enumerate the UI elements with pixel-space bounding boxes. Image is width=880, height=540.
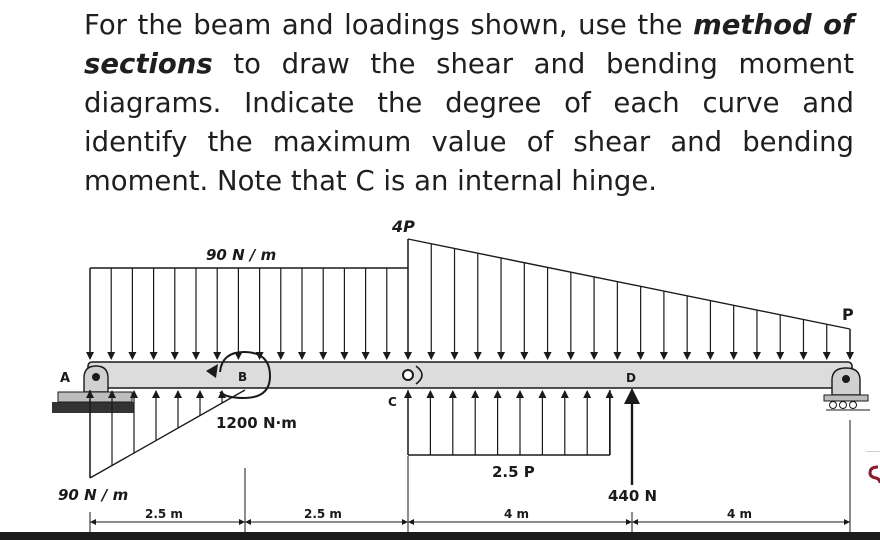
top-uniform-load-arrows [90,268,387,359]
label-right-end-load: P [842,305,854,324]
bottom-uniform-load-arrows [408,391,610,455]
problem-line-5: moment. Note that C is an internal hinge. [84,165,657,197]
problem-line-4: identify the maximum value of shear and bending [84,126,854,158]
problem-text-prefix: For the beam and loadings shown, use the [84,9,683,41]
point-label-c: C [388,395,397,409]
top-uniform-load [90,268,408,356]
logo-fragment [866,447,880,487]
label-top-uniform-load: 90 N / m [206,246,277,264]
label-bottom-triangular-load: 90 N / m [58,486,129,504]
point-label-b: B [238,370,248,384]
point-load-d [624,388,640,485]
point-label-d: D [626,371,636,385]
label-moment: 1200 N·m [216,414,297,432]
problem-text-mid: to draw the shear and bending moment [233,48,854,80]
dimension-label-2: 2.5 m [304,507,342,521]
problem-emphasis-method: method of [693,9,854,41]
bottom-uniform-load [408,390,610,455]
top-triangular-load [408,239,850,356]
problem-emphasis-sections: sections [84,48,213,80]
dimension-label-3: 4 m [504,507,530,521]
label-upward-load: 2.5 P [492,463,535,481]
dimension-label-1: 2.5 m [145,507,183,521]
top-triangular-load-arrows [408,239,850,359]
problem-line-3: diagrams. Indicate the degree of each curve and [84,87,854,119]
beam [88,362,852,388]
point-label-a: A [60,371,71,386]
dimension-label-4: 4 m [727,507,753,521]
bottom-bar [0,532,880,540]
label-peak-load: 4P [392,217,415,236]
label-point-load: 440 N [608,487,658,505]
